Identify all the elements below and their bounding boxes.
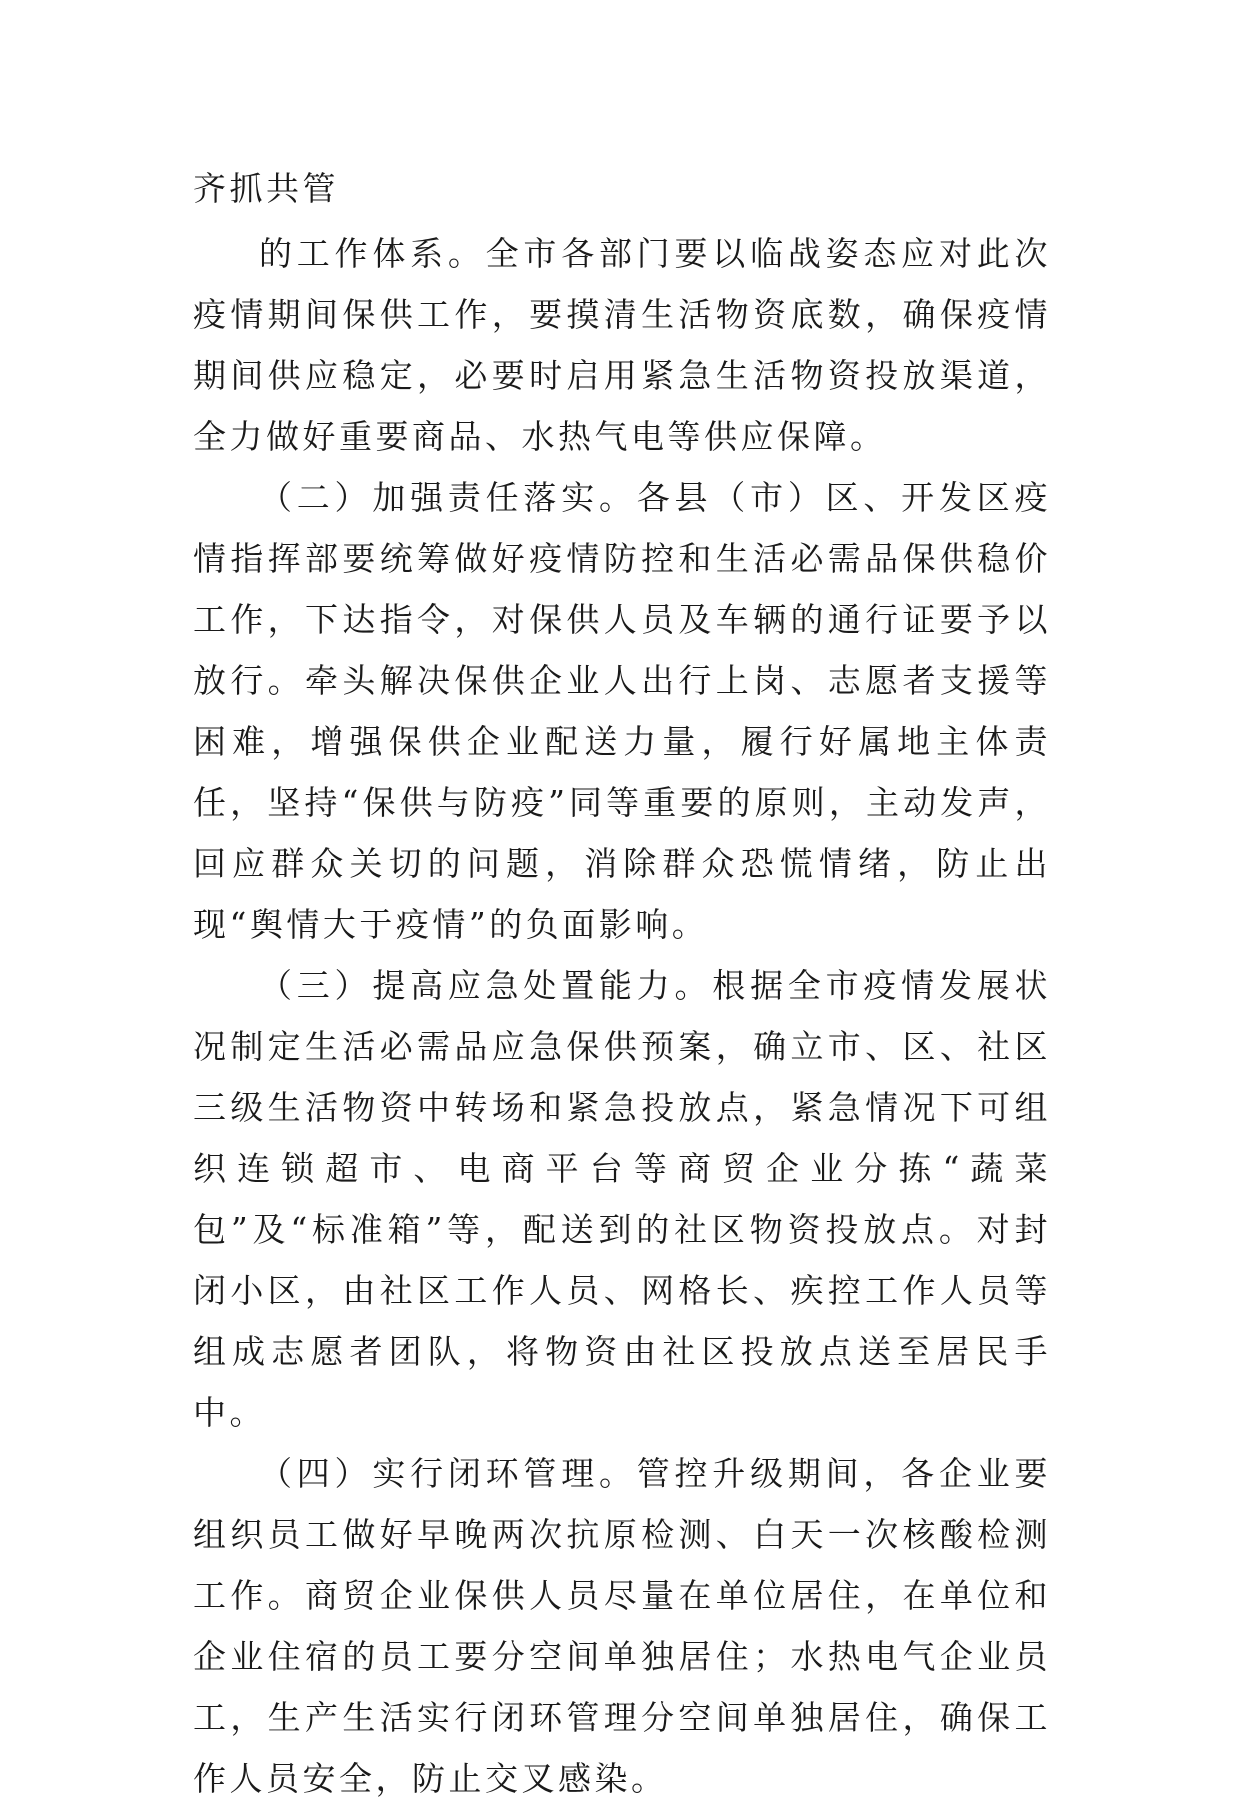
paragraph-responsibility: （二）加强责任落实。各县（市）区、开发区疫情指挥部要统筹做好疫情防控和生活必需品保供稳价工作，下达指令，对保供人员及车辆的通行证要予以放行。牵头解决保供企业人出行上岗、志愿者支援等困难，增强保供企业配送力量，履行好属地主体责任，坚持“保供与防疫”同等重要的原则，主动发声，回应群众关切的问题，消除群众恐慌情绪，防止出现“舆情大于疫情”的负面影响。 (193, 478, 1051, 944)
paragraph-closed-loop-management: （四）实行闭环管理。管控升级期间，各企业要组织员工做好早晚两次抗原检测、白天一次核酸检测工作。商贸企业保供人员尽量在单位居住，在单位和企业住宿的员工要分空间单独居住；水热电气企业员工，生产生活实行闭环管理分空间单独居住，确保工作人员安全，防止交叉感染。 (193, 1454, 1051, 1798)
paragraph-work-system: 的工作体系。全市各部门要以临战姿态应对此次疫情期间保供工作，要摸清生活物资底数，确保疫情期间供应稳定，必要时启用紧急生活物资投放渠道，全力做好重要商品、水热气电等供应保障。 (193, 234, 1051, 456)
fragment-heading: 齐抓共管 (193, 169, 339, 208)
document-body (193, 158, 1051, 1809)
paragraph-emergency-response: （三）提高应急处置能力。根据全市疫情发展状况制定生活必需品应急保供预案，确立市、区、社区三级生活物资中转场和紧急投放点，紧急情况下可组织连锁超市、电商平台等商贸企业分拣“蔬菜包”及“标准箱”等，配送到的社区物资投放点。对封闭小区，由社区工作人员、网格长、疾控工作人员等组成志愿者团队，将物资由社区投放点送至居民手中。 (193, 966, 1051, 1432)
